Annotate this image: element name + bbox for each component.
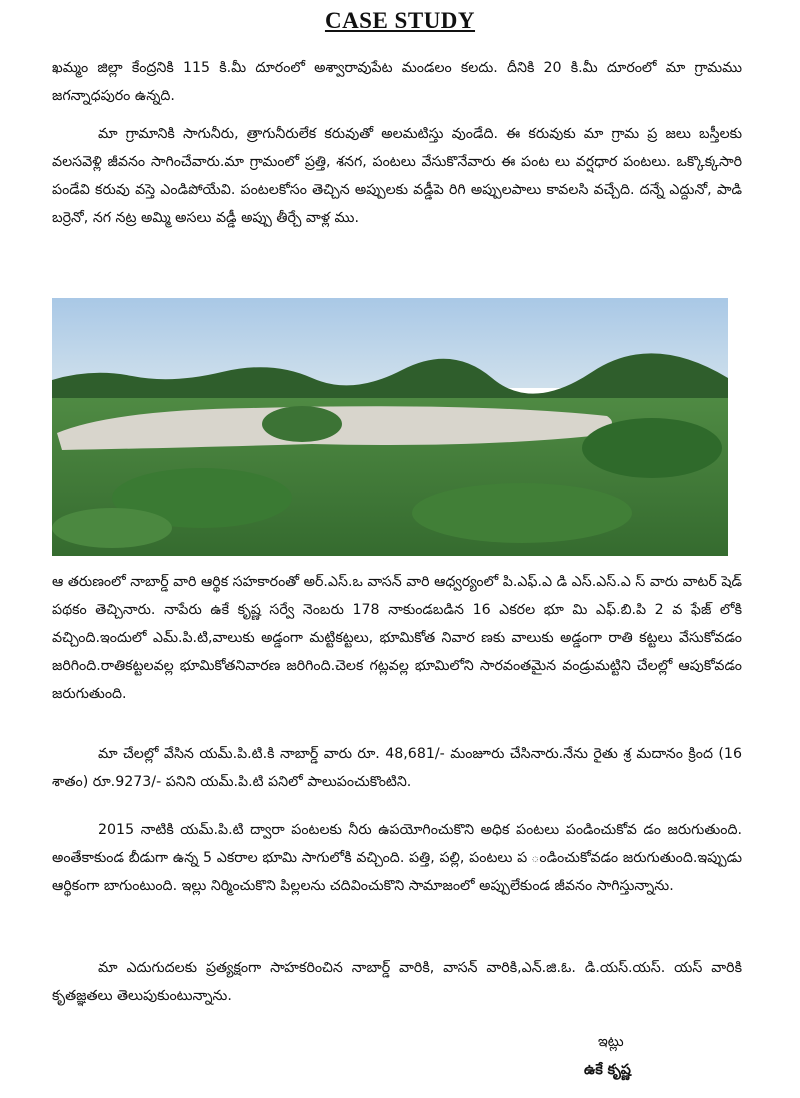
- paragraph-thanks: [52, 954, 742, 1010]
- shrub: [262, 406, 342, 442]
- page-title: CASE STUDY: [324, 8, 476, 33]
- shrub: [52, 508, 172, 548]
- paragraph-funding-text: మా చేలల్లో వేసిన యమ్.పి.టి.కి నాబార్డ్ వారు రూ. 48,681/- మంజూరు చేసినారు.నేను రైతు శ్ర మదానం క్రింద (16 శాతం) రూ.9273/- పనిని యమ్.పి.టి పనిలో పాలుపంచుకొంటిని.: [52, 746, 742, 790]
- paragraph-intro: ఖమ్మం జిల్లా కేంద్రనికి 115 కి.మీ దూరంలో అశ్వారావుపేట మండలం కలదు. దీనికి 20 కి.మీ దూరంలో మా గ్రామము జగన్నాధపురం ఉన్నది.: [52, 60, 742, 104]
- paragraph-results-text: 2015 నాటికి యమ్.పి.టి ద్వారా పంటలకు నీరు ఉపయోగించుకొని అధిక పంటలు పండించుకోవ డం జరుగుతుంది. అంతేకాకుండ బీడుగా ఉన్న 5 ఎకరాల భూమి సాగులోకి వచ్చింది. పత్తి, పల్లి, పంటలు ప ండించుకోవడం జరుగుతుంది.ఇప్పుడు ఆర్థికంగా బాగుంటుంది. ఇల్లు నిర్మించుకొని పిల్లలను చదివించుకొని సామాజంలో అప్పులేకుండ జీవనం సాగిస్తున్నాను.: [52, 822, 742, 894]
- paragraph-watershed: ఆ తరుణంలో నాబార్డ్ వారి ఆర్థిక సహకారంతో అర్.ఎస్.ఒ వాసన్ వారి ఆధ్వర్యంలో పి.ఎఫ్.ఎ డి ఎస్.ఎస్.ఎ స్ వారు వాటర్ షెడ్ పథకం తెచ్చినారు. నాపేరు ఉకే కృష్ణ సర్వే నెంబరు 178 నాకుండబడిన 16 ఎకరల భూ మి ఎఫ్.బి.పి 2 వ ఫేజ్ లోకి వచ్చింది.ఇందులో ఎమ్.పి.టి,వాలుకు అడ్డంగా మట్టికట్టలు, భూమికోత నివార ణకు వాలుకు అడ్డంగా రాతి కట్టలు వేసుకోవడం జరిగింది.రాతికట్టలవల్ల భూమికోతనివారణ జరిగింది.చెలక గట్లవల్ల భూమిలోని సారవంతమైన వండ్రుమట్టిని చేలల్లో ఆపుకోవడం జరుగుతుంది.: [52, 574, 742, 702]
- signature-closing: ఇట్లు: [598, 1034, 624, 1050]
- shrub: [582, 418, 722, 478]
- paragraph-drought: [52, 120, 742, 232]
- watershed-pond-photo: [52, 298, 728, 556]
- paragraph-results: [52, 816, 742, 900]
- paragraph-funding: [52, 740, 742, 796]
- shrub: [412, 483, 632, 543]
- signature-name: ఉకే కృష్ణ: [584, 1062, 631, 1078]
- paragraph-drought-text: మా గ్రామానికి సాగునీరు, త్రాగునీరులేక కరువుతో అలమటిస్తు వుండేది. ఈ కరువుకు మా గ్రామ ప్ర జలు బస్తీలకు వలసవెళ్లి జీవనం సాగించేవారు.మా గ్రామంలో ప్రత్తి, శనగ, పంటలు వేసుకొనేవారు ఈ పంట లు వర్షధార పంటలు. ఒక్కొక్కసారి పండేవి కరువు వస్తె ఎండిపోయేవి. పంటలకోసం తెచ్చిన అప్పులకు వడ్డీపె రిగి అప్పులపాలు కావలసి వచ్చేది. దన్నే ఎద్దునో, పాడి బర్రెనో, నగ నట్ర అమ్మి అసలు వడ్డీ అప్పు తీర్చే వాళ్ల ము.: [52, 126, 742, 226]
- paragraph-thanks-text: మా ఎదుగుదలకు ప్రత్యక్షంగా సాహకరించిన నాబార్డ్ వారికి, వాసన్ వారికి,ఎన్.జి.ఓ. డి.యస్.యస్. యస్ వారికి కృతజ్ఞతలు తెలుపుకుంటున్నాను.: [52, 960, 742, 1004]
